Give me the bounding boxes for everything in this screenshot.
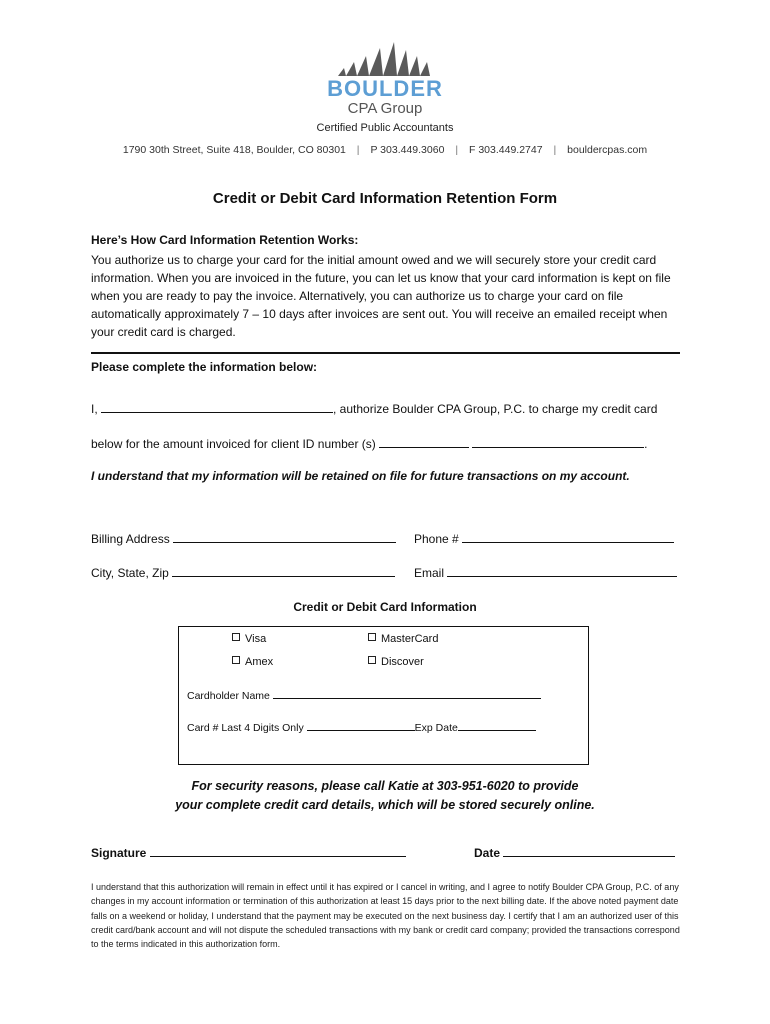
fax: F 303.449.2747 <box>469 144 543 156</box>
exp-date-label: Exp Date <box>414 722 458 734</box>
authorization-fine-print: I understand that this authorization will remain in effect until it has expired or I cancel in writing, and I agree to notify Boulder CPA Group, P.C. of any changes in my account information or termination of this authorization at least 15 days prior to the next billing date. If the above noted payment date falls on a weekend or holiday, I understand that the payment may be executed on the next business day. I certify that I am an authorized user of this credit card/bank account and will not dispute the scheduled transactions with my bank or credit card company; provided the transactions correspond to the terms indicated in this authorization form. <box>91 882 680 950</box>
discover-label: Discover <box>381 656 424 668</box>
cardholder-name-field[interactable] <box>273 688 541 699</box>
card-last4-label: Card # Last 4 Digits Only <box>187 722 304 734</box>
authorization-line <box>91 400 657 416</box>
cardholder-name-row <box>187 688 541 702</box>
client-id-line <box>91 435 647 451</box>
cardholder-name-label: Cardholder Name <box>187 690 270 702</box>
auth-prefix: I, <box>91 402 98 416</box>
separator: | <box>553 144 557 156</box>
checkbox-icon[interactable] <box>232 633 240 641</box>
checkbox-icon[interactable] <box>368 633 376 641</box>
mastercard-option[interactable] <box>368 633 438 645</box>
amex-option[interactable] <box>232 656 273 668</box>
city-state-zip-label: City, State, Zip <box>91 566 169 580</box>
discover-option[interactable] <box>368 656 424 668</box>
separator: | <box>455 144 459 156</box>
how-it-works-heading: Here’s How Card Information Retention Works: <box>91 233 359 247</box>
amex-label: Amex <box>245 656 274 668</box>
email-row <box>414 564 677 580</box>
name-field[interactable] <box>101 400 333 413</box>
security-note-line2: your complete credit card details, which will be stored securely online. <box>175 798 595 812</box>
checkbox-icon[interactable] <box>232 656 240 664</box>
client-id-field[interactable] <box>379 435 469 448</box>
please-complete-heading: Please complete the information below: <box>91 360 318 374</box>
logo-subname: CPA Group <box>347 100 423 117</box>
exp-date-field[interactable] <box>458 720 536 731</box>
security-note-line1: For security reasons, please call Katie at 303-951-6020 to provide <box>191 779 579 793</box>
period: . <box>644 437 648 451</box>
phone-label: Phone # <box>414 532 459 546</box>
card-last4-field[interactable] <box>307 720 415 731</box>
retention-statement: I understand that my information will be retained on file for future transactions on my account. <box>91 469 630 483</box>
mountain-logo-icon <box>330 40 440 76</box>
form-title: Credit or Debit Card Information Retention Form <box>212 190 558 207</box>
auth-suffix: , authorize Boulder CPA Group, P.C. to charge my credit card <box>333 402 658 416</box>
address: 1790 30th Street, Suite 418, Boulder, CO 80301 <box>122 144 346 156</box>
signature-label: Signature <box>91 846 147 860</box>
visa-label: Visa <box>245 633 267 645</box>
phone-row <box>414 530 674 546</box>
section-divider <box>91 352 680 354</box>
phone: P 303.449.3060 <box>370 144 445 156</box>
mastercard-label: MasterCard <box>381 633 439 645</box>
client-id-field-2[interactable] <box>472 435 644 448</box>
logo-name: BOULDER <box>327 76 443 101</box>
city-state-zip-row <box>91 564 395 580</box>
date-label: Date <box>474 846 501 860</box>
contact-line <box>0 144 770 156</box>
date-field[interactable] <box>503 844 675 857</box>
signature-field[interactable] <box>150 844 406 857</box>
date-row <box>474 844 675 860</box>
visa-option[interactable] <box>232 633 266 645</box>
billing-address-field[interactable] <box>173 530 396 543</box>
client-id-label: below for the amount invoiced for client ID number (s) <box>91 437 376 451</box>
phone-field[interactable] <box>462 530 674 543</box>
company-logo <box>0 40 770 118</box>
billing-address-row <box>91 530 396 546</box>
card-number-row <box>187 720 536 734</box>
checkbox-icon[interactable] <box>368 656 376 664</box>
website-link[interactable]: bouldercpas.com <box>567 144 648 156</box>
email-label: Email <box>414 566 445 580</box>
email-field[interactable] <box>447 564 677 577</box>
billing-address-label: Billing Address <box>91 532 170 546</box>
card-info-heading: Credit or Debit Card Information <box>293 600 477 614</box>
how-it-works-body: You authorize us to charge your card for the initial amount owed and we will securely store your credit card information. When you are invoiced in the future, you can let us know that your card information is kept on file when you are ready to pay the invoice. Alternatively, you can authorize us to charge your card on file automatically approximately 7 – 10 days after invoices are sent out. You will receive an emailed receipt when your credit card is charged. <box>91 253 671 339</box>
signature-row <box>91 844 406 860</box>
tagline: Certified Public Accountants <box>316 122 454 134</box>
separator: | <box>356 144 360 156</box>
city-state-zip-field[interactable] <box>172 564 395 577</box>
